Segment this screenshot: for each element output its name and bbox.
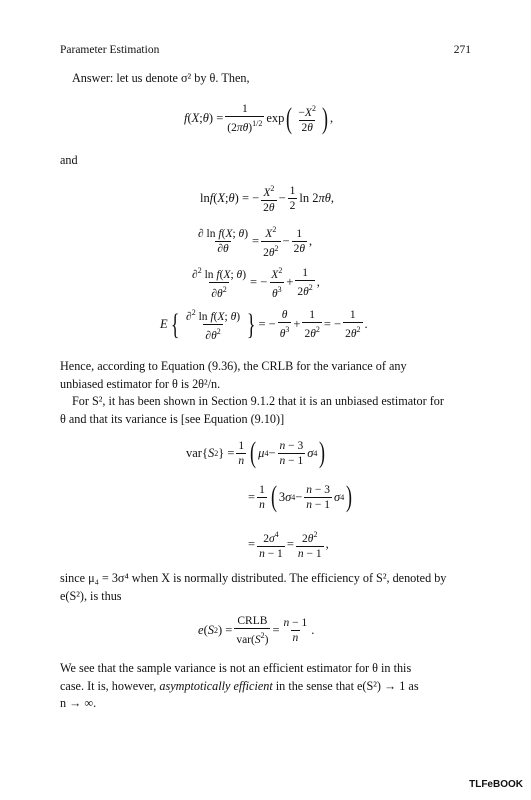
- equation-efficiency: e ( S 2 ) = $\frac{\text{CRLB}}{var(S^2)}$ = $\frac{n - 1}{n}$ .: [198, 615, 315, 646]
- equation-variance-1: var{ S 2 } = $\frac{1}{n}$ ( μ 4 − $\frac{n - 3}{n - 1}$ σ 4 ): [186, 436, 326, 469]
- running-header: [60, 44, 471, 56]
- emphasis-asymptotically-efficient: asymptotically efficient: [159, 678, 273, 693]
- since-paragraph: [60, 570, 472, 605]
- final-line-2-start: case. It is, however,: [60, 678, 157, 693]
- equation-log-density: ln f ( X ; θ ) = − $\frac{X^2}{2\theta}$ − $\frac{1}{2}$ ln 2 πθ ,: [200, 184, 335, 214]
- for-line-2: θ and that its variance is [see Equation (9.10)]: [60, 411, 285, 426]
- final-line-3: n → ∞.: [60, 696, 97, 710]
- equation-density: f ( X ; θ ) = $\frac{1}{(2\pi\theta)^{1/2}}$ exp ( $\frac{-X^2}{2\theta}$ ) ,: [184, 101, 334, 135]
- hence-line-2: unbiased estimator for θ is 2θ²/n.: [60, 376, 221, 391]
- since-line-1: since μ₄ = 3σ⁴ when X is normally distributed. The efficiency of S², denoted by: [60, 571, 447, 585]
- final-line-1: We see that the sample variance is not an efficient estimator for θ in this: [60, 661, 412, 675]
- equation-second-derivative: $\frac{\partial^2 \ln f(X; \theta)}{\partial\theta^2}$ = − $\frac{X^2}{\theta^3}$ + $\frac{1}{2\theta^2}$ ,: [192, 266, 320, 300]
- running-title: Parameter Estimation: [60, 44, 160, 56]
- final-line-2: [60, 678, 472, 696]
- final-line-2-end: in the sense that e(S²) → 1 as: [275, 678, 419, 693]
- equation-variance-2: = $\frac{1}{n}$ ( 3 σ 4 − $\frac{n - 3}{n - 1}$ σ 4 ): [248, 480, 353, 513]
- watermark-text: TLFeBOOK: [469, 779, 523, 790]
- answer-intro: Answer: let us denote σ² by θ. Then,: [72, 71, 250, 85]
- for-line-1: For S², it has been shown in Section 9.1.2 that it is an unbiased estimator for: [72, 394, 444, 408]
- hence-paragraph: [60, 358, 472, 428]
- since-line-2: e(S²), is thus: [60, 588, 122, 603]
- equation-first-derivative: $\frac{\text{∂ ln f(X; θ)}}{\partial\theta}$ = $\frac{X^2}{2\theta^2}$ − $\frac{1}{2\theta}$ ,: [198, 225, 313, 259]
- page-number: 271: [453, 44, 471, 56]
- equation-expectation: E { $\frac{\partial^2 \ln f(X; \theta)}{\partial\theta^2}$ } = − $\frac{\theta}{\theta^3}$ + $\frac{1}{2\theta^2}$ = − $\frac{1}{2\theta^2}$ .: [160, 307, 368, 342]
- hence-line-1: Hence, according to Equation (9.36), the CRLB for the variance of any: [60, 359, 407, 373]
- equation-variance-3: = $\frac{2\sigma^4}{n - 1}$ = $\frac{2\theta^2}{n - 1}$ ,: [248, 530, 329, 560]
- final-paragraph: [60, 660, 472, 713]
- and-text: and: [60, 153, 78, 167]
